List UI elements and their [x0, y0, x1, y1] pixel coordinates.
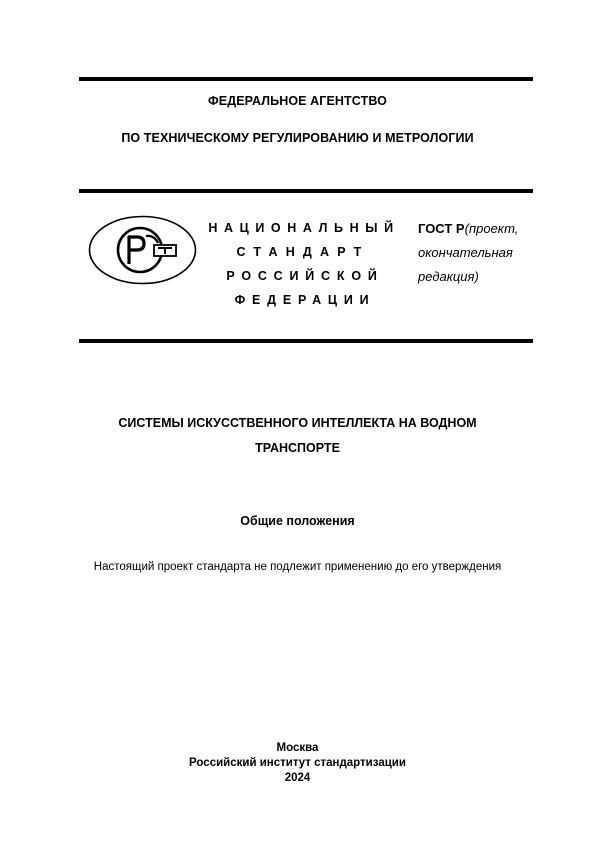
gost-designation: [418, 221, 518, 236]
gost-r-logo-icon: [88, 215, 197, 285]
gost-note-line-1: (проект,: [464, 221, 519, 236]
document-title-line-1: СИСТЕМЫ ИСКУССТВЕННОГО ИНТЕЛЛЕКТА НА ВОДНОМ: [118, 416, 477, 430]
imprint-publisher: Российский институт стандартизации: [189, 757, 406, 769]
standard-word-national: НАЦИОНАЛЬНЫЙ: [208, 221, 400, 235]
document-title-line-2: ТРАНСПОРТЕ: [255, 441, 340, 455]
gost-note-line-2: окончательная: [418, 245, 513, 260]
gost-note-line-3: редакция): [418, 269, 479, 284]
draft-notice: Настоящий проект стандарта не подлежит применению до его утверждения: [93, 561, 502, 573]
imprint-city: Москва: [276, 742, 319, 754]
block-rule: [79, 339, 533, 343]
standard-word-standard: СТАНДАРТ: [236, 245, 370, 259]
top-rule: [79, 77, 533, 81]
header-rule: [79, 189, 533, 193]
agency-line-1: ФЕДЕРАЛЬНОЕ АГЕНТСТВО: [208, 94, 387, 108]
document-subtitle: Общие положения: [240, 514, 355, 528]
gost-code: ГОСТ Р: [418, 221, 465, 236]
imprint-year: 2024: [284, 772, 311, 784]
standard-word-federation: ФЕДЕРАЦИИ: [234, 293, 376, 307]
standard-word-russian: РОССИЙСКОЙ: [226, 269, 384, 283]
agency-line-2: ПО ТЕХНИЧЕСКОМУ РЕГУЛИРОВАНИЮ И МЕТРОЛОГИИ: [121, 131, 474, 145]
